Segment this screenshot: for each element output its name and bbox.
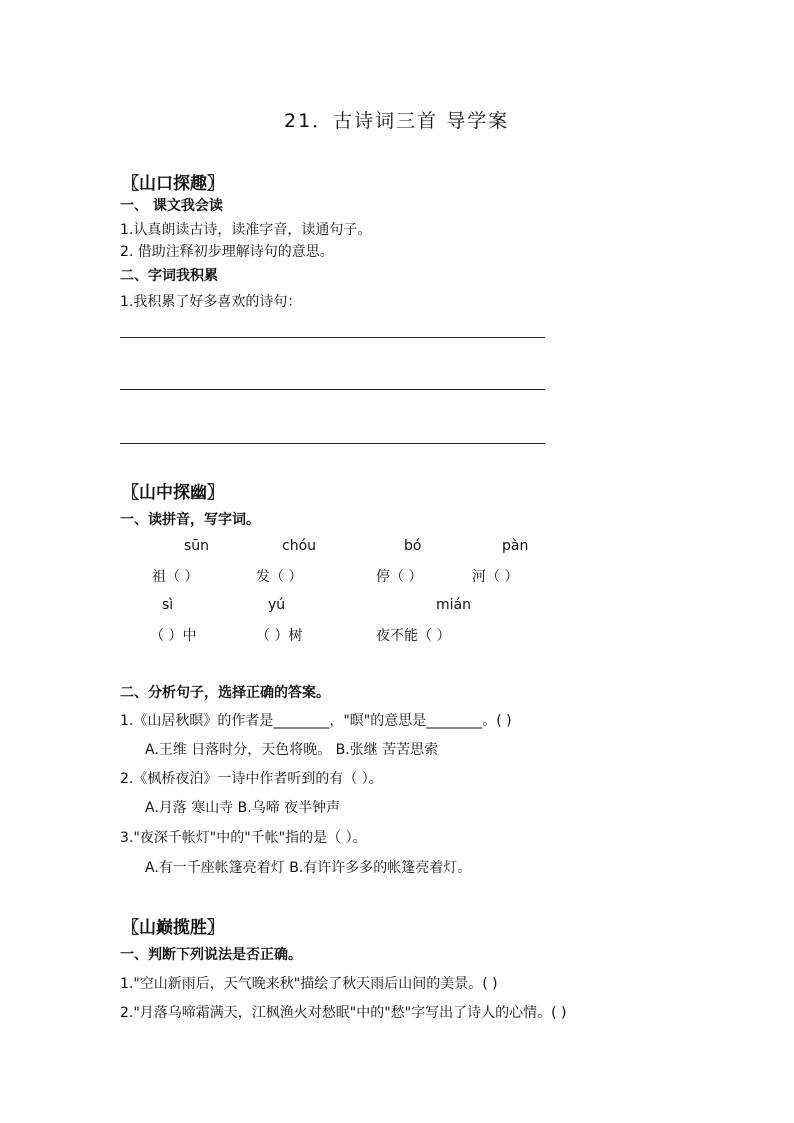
question-1-options: A.王维 日落时分，天色将晚。 B.张继 苦苦思索 [145, 742, 439, 758]
poem-prompt: 1.我积累了好多喜欢的诗句： [120, 294, 302, 310]
word-blank[interactable]: 停（ ） [376, 569, 423, 585]
section2-part2-title: 二、分析句子，选择正确的答案。 [120, 685, 330, 701]
answer-line[interactable] [120, 443, 545, 444]
section2-part1-title: 一、读拼音，写字词。 [120, 512, 260, 528]
question-3[interactable]: 3."夜深千帐灯"中的"千帐"指的是（ ）。 [120, 830, 367, 846]
list-item: 2. 借助注释初步理解诗句的意思。 [120, 244, 334, 260]
section3-part1-title: 一、判断下列说法是否正确。 [120, 947, 302, 963]
question-3-options: A.有一千座帐篷亮着灯 B.有许许多多的帐篷亮着灯。 [145, 860, 472, 876]
pinyin: mián [436, 597, 471, 613]
section-heading-3: 〖山巅揽胜〗 [122, 918, 224, 938]
word-blank[interactable]: （ ）树 [256, 628, 303, 644]
answer-line[interactable] [120, 337, 545, 338]
question-1[interactable]: 1.《山居秋暝》的作者是________，"暝"的意思是________。( ) [120, 713, 512, 729]
section-heading-2: 〖山中探幽〗 [122, 483, 224, 503]
pinyin: chóu [282, 538, 317, 554]
section-heading-1: 〖山口探趣〗 [122, 174, 224, 194]
section1-part1-title: 一、 课文我会读 [120, 198, 223, 214]
pinyin: pàn [502, 538, 529, 554]
word-blank[interactable]: 祖（ ） [152, 569, 199, 585]
pinyin: sì [162, 597, 174, 613]
answer-line[interactable] [120, 389, 545, 390]
pinyin: sūn [184, 538, 210, 554]
list-item: 1.认真朗读古诗，读准字音，读通句子。 [120, 222, 372, 238]
pinyin: bó [404, 538, 422, 554]
word-blank[interactable]: 发（ ） [256, 569, 303, 585]
section1-part2-title: 二、字词我积累 [120, 268, 218, 284]
question-2[interactable]: 2.《枫桥夜泊》一诗中作者听到的有（ ）。 [120, 771, 383, 787]
word-blank[interactable]: 河（ ） [472, 569, 519, 585]
judgment-statement-1[interactable]: 1."空山新雨后，天气晚来秋"描绘了秋天雨后山间的美景。( ) [120, 976, 498, 992]
question-2-options: A.月落 寒山寺 B.乌啼 夜半钟声 [145, 800, 341, 816]
page-title: 21．古诗词三首 导学案 [284, 110, 510, 132]
word-blank[interactable]: （ ）中 [150, 628, 197, 644]
pinyin: yú [268, 597, 286, 613]
word-blank[interactable]: 夜不能（ ） [376, 628, 451, 644]
judgment-statement-2[interactable]: 2."月落乌啼霜满天，江枫渔火对愁眠"中的"愁"字写出了诗人的心情。( ) [120, 1005, 567, 1021]
